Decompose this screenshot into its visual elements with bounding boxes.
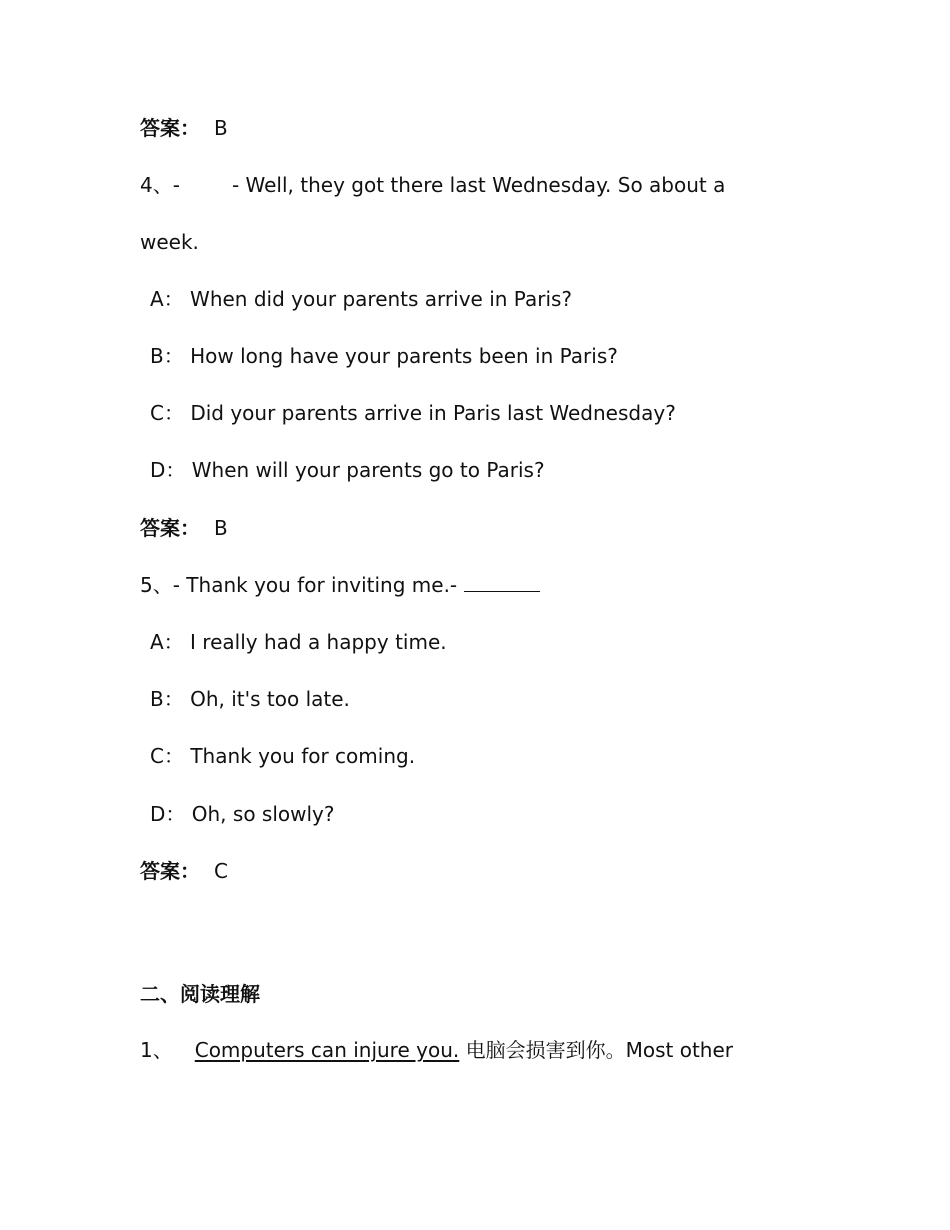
q4-option-a — [150, 285, 572, 313]
answer-line-q4 — [140, 514, 228, 542]
q5-option-d — [150, 800, 335, 828]
option-text: Oh, it's too late. — [190, 687, 350, 711]
answer-label: 答案： — [140, 859, 200, 883]
q4-option-b — [150, 342, 618, 370]
option-text: I really had a happy time. — [190, 630, 447, 654]
answer-value: B — [214, 516, 228, 540]
answer-value: B — [214, 116, 228, 140]
answer-line-q5 — [140, 857, 228, 885]
option-letter: C： — [150, 744, 184, 768]
option-letter: C： — [150, 401, 184, 425]
question-5-stem — [140, 571, 540, 599]
answer-blank — [464, 573, 540, 592]
option-text: Thank you for coming. — [190, 744, 416, 768]
question-text: - Well, they got there last Wednesday. So about a — [231, 173, 726, 197]
question-number: 5、 — [140, 573, 173, 597]
option-letter: D： — [150, 458, 186, 482]
option-letter: A： — [150, 287, 184, 311]
item-underlined-text: Computers can injure you. — [194, 1038, 460, 1062]
option-text: Did your parents arrive in Paris last Wednesday? — [190, 401, 676, 425]
option-letter: A： — [150, 630, 184, 654]
option-letter: B： — [150, 687, 184, 711]
q4-option-c — [150, 399, 676, 427]
option-letter: D： — [150, 802, 186, 826]
reading-item-1 — [140, 1036, 733, 1064]
answer-value: C — [214, 859, 228, 883]
answer-label: 答案： — [140, 116, 200, 140]
question-text: - Thank you for inviting me.- — [172, 573, 464, 597]
answer-line-q3 — [140, 114, 228, 142]
question-4-stem — [140, 171, 725, 199]
option-text: How long have your parents been in Paris? — [190, 344, 618, 368]
q5-option-b — [150, 685, 350, 713]
q4-option-d — [150, 456, 545, 484]
question-number: 4、- — [140, 173, 180, 197]
answer-label: 答案： — [140, 516, 200, 540]
question-4-stem-continued — [140, 228, 199, 256]
section-heading: 二、阅读理解 — [140, 982, 260, 1006]
q5-option-c — [150, 742, 415, 770]
option-letter: B： — [150, 344, 184, 368]
item-number: 1、 — [140, 1038, 173, 1062]
option-text: When did your parents arrive in Paris? — [190, 287, 573, 311]
question-text: week. — [140, 230, 199, 254]
option-text: Oh, so slowly? — [191, 802, 335, 826]
q5-option-a — [150, 628, 447, 656]
option-text: When will your parents go to Paris? — [191, 458, 545, 482]
item-text: 电脑会损害到你。Most other — [459, 1038, 733, 1062]
